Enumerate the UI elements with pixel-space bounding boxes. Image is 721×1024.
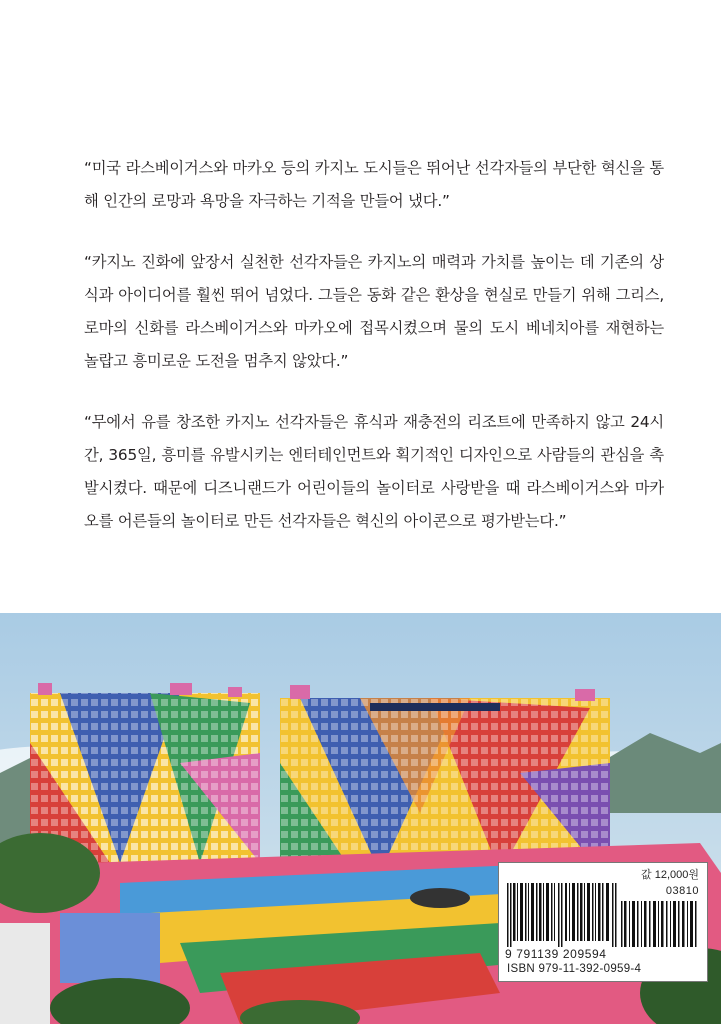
addon-code: 03810: [665, 885, 699, 897]
barcode-digits: 9 791139 209594: [505, 947, 607, 961]
price-label: 값 12,000원: [641, 869, 699, 881]
barcode-main-bars: [507, 883, 617, 947]
isbn-number: ISBN 979-11-392-0959-4: [507, 963, 642, 975]
blurb-section: [84, 152, 664, 566]
isbn-barcode-label: [498, 862, 708, 982]
blurb-quote-1: “미국 라스베이거스와 마카오 등의 카지노 도시들은 뛰어난 선각자들의 부단한 혁신을 통해 인간의 로망과 욕망을 자극하는 기적을 만들어 냈다.”: [84, 159, 664, 210]
blurb-quote-3: “무에서 유를 창조한 카지노 선각자들은 휴식과 재충전의 리조트에 만족하지 않고 24시간, 365일, 흥미를 유발시키는 엔터테인먼트와 획기적인 디자인으로 사람들의 관심을 촉발시켰다. 때문에 디즈니랜드가 어린이들의 놀이터로 사랑받을 때 라스베이거스와 마카오를 어른들의 놀이터로 만든 선각자들은 혁신의 아이콘으로 평가받는다.”: [84, 413, 664, 530]
barcode-addon-bars: [621, 901, 697, 947]
blurb-quote-2: “카지노 진화에 앞장서 실천한 선각자들은 카지노의 매력과 가치를 높이는 데 기존의 상식과 아이디어를 훨씬 뛰어 넘었다. 그들은 동화 같은 환상을 현실로 만들기 위해 그리스, 로마의 신화를 라스베이거스와 마카오에 접목시켰으며 물의 도시 베네치아를 재현하는 놀랍고 흥미로운 도전을 멈추지 않았다.”: [84, 253, 664, 370]
